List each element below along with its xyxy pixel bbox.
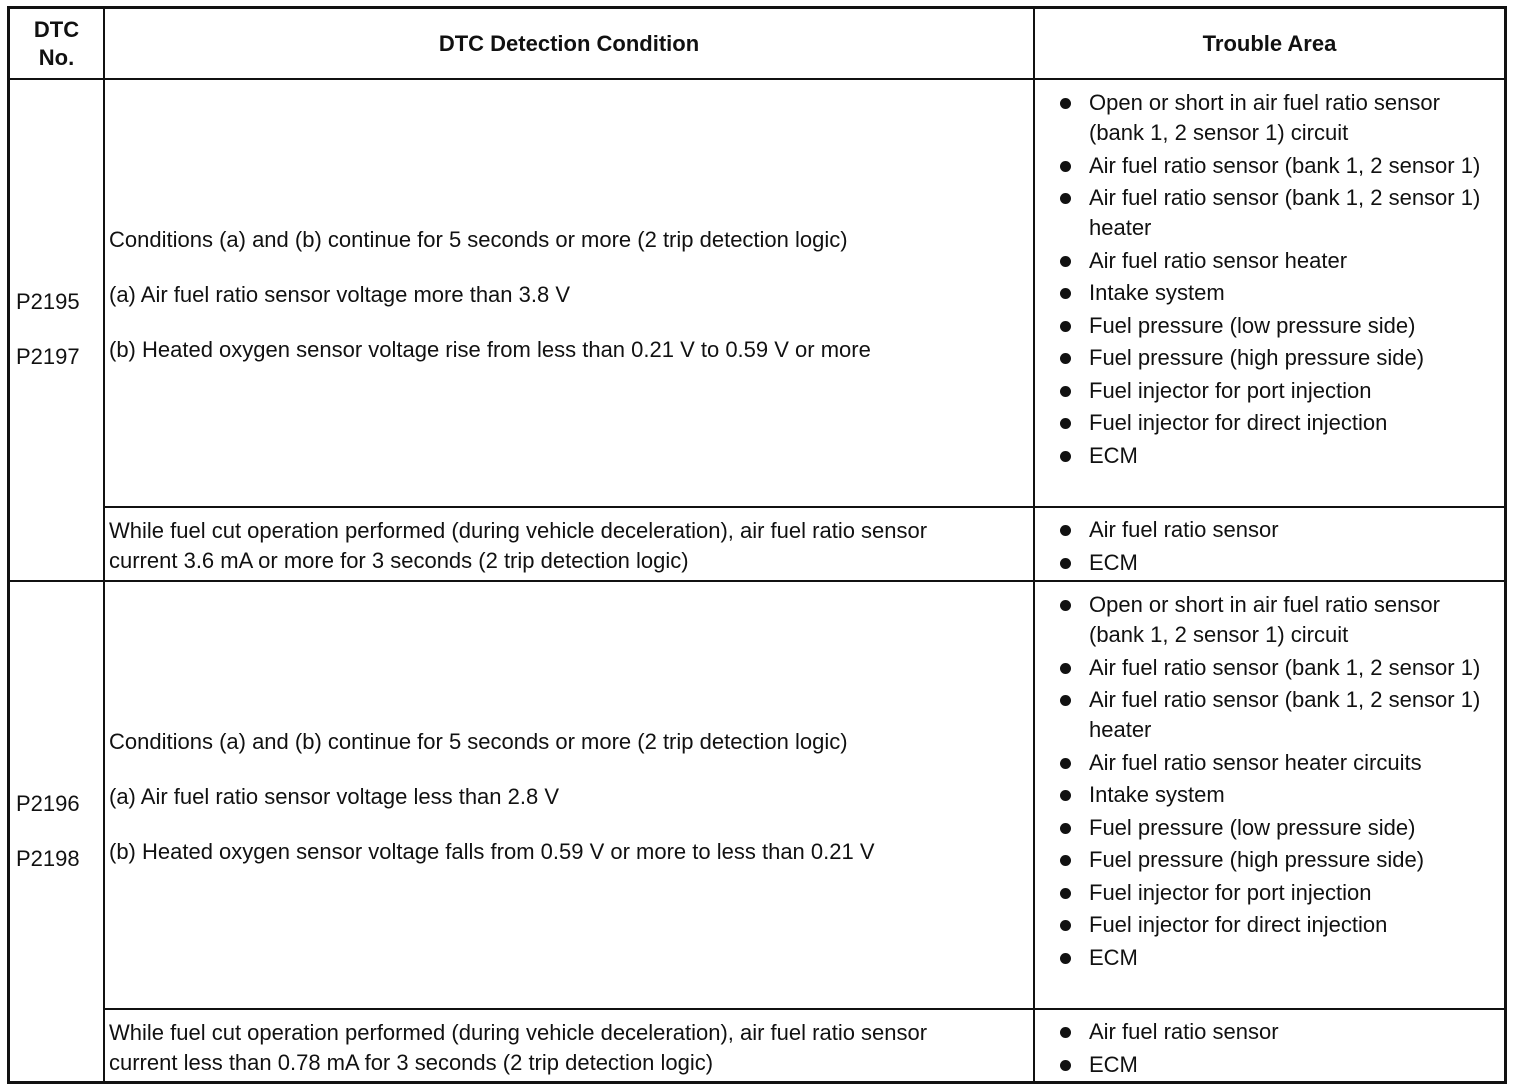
dtc-table xyxy=(7,6,1507,1084)
condition-text: While fuel cut operation performed (during vehicle deceleration), air fuel ratio sensor current 3.6 mA or more for 3 seconds (2 trip detection logic) xyxy=(109,518,928,573)
trouble-item: Air fuel ratio sensor (bank 1, 2 sensor 1) xyxy=(1035,151,1500,181)
group-divider xyxy=(10,580,1504,582)
trouble-item: Fuel pressure (low pressure side) xyxy=(1035,311,1500,341)
condition-text: (a) Air fuel ratio sensor voltage less than 2.8 V xyxy=(109,784,560,809)
trouble-item: Air fuel ratio sensor (bank 1, 2 sensor 1) xyxy=(1035,653,1500,683)
header-trouble-area: Trouble Area xyxy=(1202,30,1337,56)
condition-text: (b) Heated oxygen sensor voltage falls from 0.59 V or more to less than 0.21 V xyxy=(109,839,875,864)
dtc-code: P2195 xyxy=(16,289,80,314)
trouble-item: Fuel injector for direct injection xyxy=(1035,408,1500,438)
bullet-icon xyxy=(1060,920,1071,931)
trouble-item: ECM xyxy=(1035,548,1500,578)
bullet-icon xyxy=(1060,855,1071,866)
trouble-item: Air fuel ratio sensor (bank 1, 2 sensor 1) heater xyxy=(1035,183,1500,243)
bullet-icon xyxy=(1060,161,1071,172)
trouble-area-list xyxy=(1035,1017,1500,1082)
dtc-code: P2196 xyxy=(16,791,80,816)
bullet-icon xyxy=(1060,558,1071,569)
bullet-icon xyxy=(1060,823,1071,834)
bullet-icon xyxy=(1060,953,1071,964)
bullet-icon xyxy=(1060,353,1071,364)
condition-text: (b) Heated oxygen sensor voltage rise from less than 0.21 V to 0.59 V or more xyxy=(109,337,871,362)
bullet-icon xyxy=(1060,1060,1071,1071)
detection-condition xyxy=(109,1018,989,1078)
bullet-icon xyxy=(1060,321,1071,332)
trouble-item: Air fuel ratio sensor heater xyxy=(1035,246,1500,276)
header-dtc-no xyxy=(10,9,103,78)
detection-condition xyxy=(109,516,989,576)
bullet-icon xyxy=(1060,451,1071,462)
dtc-code: P2197 xyxy=(16,344,80,369)
trouble-item: Fuel injector for direct injection xyxy=(1035,910,1500,940)
trouble-item: Fuel pressure (high pressure side) xyxy=(1035,343,1500,373)
trouble-item: Air fuel ratio sensor heater circuits xyxy=(1035,748,1500,778)
bullet-icon xyxy=(1060,695,1071,706)
condition-text: Conditions (a) and (b) continue for 5 seconds or more (2 trip detection logic) xyxy=(109,227,848,252)
header-dtc-line1: DTC xyxy=(33,16,80,42)
trouble-item: Open or short in air fuel ratio sensor (bank 1, 2 sensor 1) circuit xyxy=(1035,88,1500,148)
bullet-icon xyxy=(1060,288,1071,299)
bullet-icon xyxy=(1060,193,1071,204)
bullet-icon xyxy=(1060,525,1071,536)
trouble-item: Air fuel ratio sensor xyxy=(1035,515,1500,545)
bullet-icon xyxy=(1060,386,1071,397)
trouble-item: Fuel injector for port injection xyxy=(1035,376,1500,406)
detection-condition xyxy=(109,225,1029,365)
header-divider xyxy=(10,78,1504,80)
trouble-item: Air fuel ratio sensor xyxy=(1035,1017,1500,1047)
bullet-icon xyxy=(1060,758,1071,769)
trouble-item: Intake system xyxy=(1035,278,1500,308)
trouble-item: Fuel injector for port injection xyxy=(1035,878,1500,908)
trouble-item: ECM xyxy=(1035,943,1500,973)
trouble-item: Open or short in air fuel ratio sensor (bank 1, 2 sensor 1) circuit xyxy=(1035,590,1500,650)
bullet-icon xyxy=(1060,418,1071,429)
trouble-area-list xyxy=(1035,590,1500,975)
detection-condition xyxy=(109,727,1029,867)
trouble-item: ECM xyxy=(1035,441,1500,471)
bullet-icon xyxy=(1060,1027,1071,1038)
trouble-item: Intake system xyxy=(1035,780,1500,810)
bullet-icon xyxy=(1060,663,1071,674)
trouble-area-list xyxy=(1035,88,1500,473)
condition-text: Conditions (a) and (b) continue for 5 seconds or more (2 trip detection logic) xyxy=(109,729,848,754)
header-no-line2: No. xyxy=(38,44,75,70)
bullet-icon xyxy=(1060,790,1071,801)
dtc-code: P2198 xyxy=(16,846,80,871)
condition-text: (a) Air fuel ratio sensor voltage more than 3.8 V xyxy=(109,282,571,307)
trouble-item: Fuel pressure (low pressure side) xyxy=(1035,813,1500,843)
row-divider xyxy=(103,1008,1504,1010)
trouble-area-list xyxy=(1035,515,1500,580)
condition-text: While fuel cut operation performed (during vehicle deceleration), air fuel ratio sensor current less than 0.78 mA for 3 seconds (2 trip detection logic) xyxy=(109,1020,928,1075)
bullet-icon xyxy=(1060,888,1071,899)
bullet-icon xyxy=(1060,256,1071,267)
bullet-icon xyxy=(1060,98,1071,109)
trouble-item: Air fuel ratio sensor (bank 1, 2 sensor 1) heater xyxy=(1035,685,1500,745)
column-divider xyxy=(103,9,105,1081)
bullet-icon xyxy=(1060,600,1071,611)
row-divider xyxy=(103,506,1504,508)
trouble-item: Fuel pressure (high pressure side) xyxy=(1035,845,1500,875)
trouble-item: ECM xyxy=(1035,1050,1500,1080)
header-detection-condition: DTC Detection Condition xyxy=(438,30,700,56)
